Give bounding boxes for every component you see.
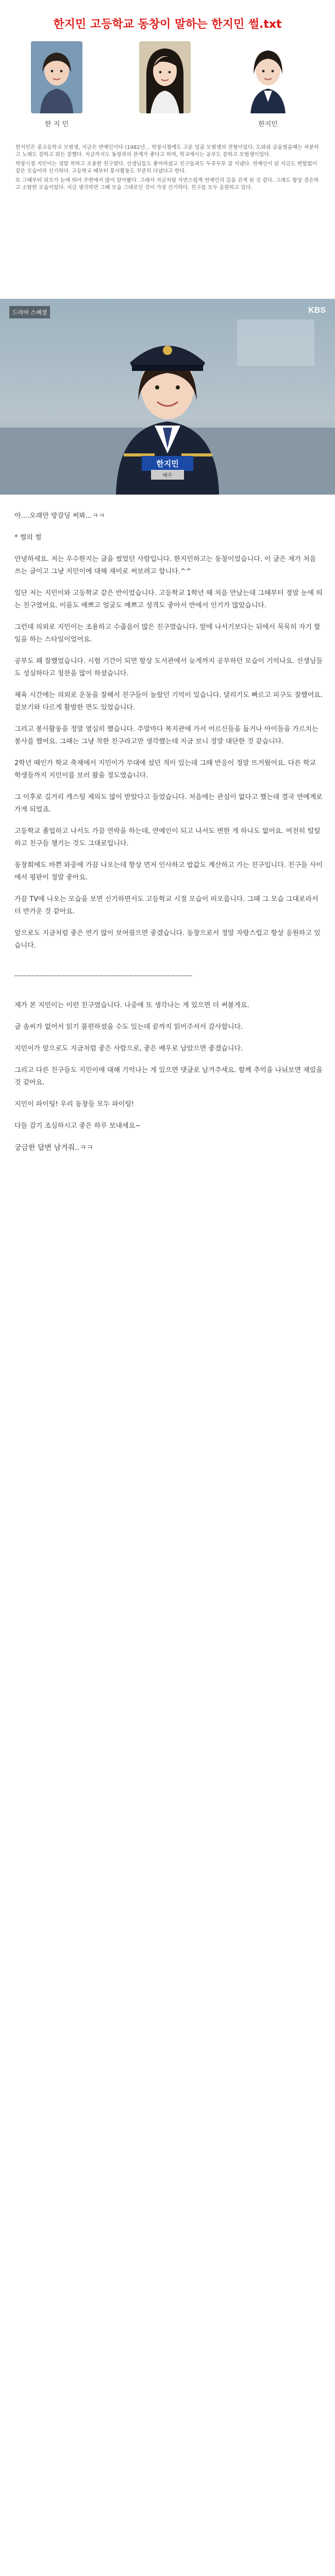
post-body	[14, 510, 324, 1163]
intro-paragraph: 학창시절 지민이는 정말 착하고 조용한 친구였다. 선생님들도 좋아하셨고 친구들과도 두루두루 잘 지냈다. 연예인이 된 지금도 변함없이 같은 모습이라 신기하다. 고등학교 때부터 봉사활동도 꾸준히 다녔다고 한다.	[15, 161, 317, 174]
post-paragraph: 그 이후로 길거리 캐스팅 제의도 많이 받았다고 들었습니다. 처음에는 관심이 없다고 했는데 결국 연예계로 가게 되었죠.	[14, 793, 323, 814]
post-paragraph: 체육 시간에는 의외로 운동을 잘해서 친구들이 놀랐던 기억이 있습니다. 달리기도 빠르고 피구도 잘했어요. 겉보기와 다르게 활발한 면도 있었습니다.	[14, 691, 323, 711]
post-paragraph: 안녕하세요. 저는 우수한지는 글을 썼었던 사람입니다. 한지민하고는 동창이었습니다. 이 글은 제가 처음 쓰는 글이고 그냥 지민이에 대해 재미로 써보려고 합니다.^^	[14, 555, 316, 575]
post-title: 한지민 고등학교 동창이 말하는 한지민 썰.txt	[53, 18, 282, 31]
tv-screenshot	[0, 299, 335, 495]
tv-channel-label: 드라마 스페셜	[9, 306, 50, 318]
intro-text	[15, 144, 320, 194]
post-paragraph: 지민이 파이팅! 우리 동창들 모두 파이팅!	[14, 1100, 135, 1108]
tv-logo: KBS	[308, 306, 326, 315]
photo-caption: 한지민	[258, 121, 278, 128]
post-paragraph: 고등학교 졸업하고 나서도 가끔 연락을 하는데, 연예인이 되고 나서도 변한 게 하나도 없어요. 여전히 털털하고 친구들 챙기는 것도 그대로입니다.	[14, 827, 321, 848]
post-paragraph: 지민이가 앞으로도 지금처럼 좋은 사람으로, 좋은 배우로 남았으면 좋겠습니다.	[14, 1045, 243, 1053]
post-paragraph: 그리고 봉사활동을 정말 열심히 했습니다. 주말마다 복지관에 가서 어르신들을 돕거나 아이들을 가르치는 봉사를 했어요. 그때는 그냥 착한 친구라고만 생각했는데 지금 보니 정말 대단한 것 같습니다.	[14, 725, 319, 745]
post-paragraph: 앞으로도 지금처럼 좋은 연기 많이 보여줬으면 좋겠습니다. 동창으로서 정말 자랑스럽고 항상 응원하고 있습니다.	[14, 929, 321, 950]
yearbook-photo	[242, 41, 294, 113]
post-section-head: * 썰의 썰	[14, 534, 42, 541]
tv-name-caption: 한지민	[142, 456, 193, 471]
post-paragraph: 가끔 TV에 나오는 모습을 보면 신기하면서도 고등학교 시절 모습이 떠오릅니다. 그때 그 모습 그대로라서 더 반가운 것 같아요.	[14, 895, 319, 916]
intro-paragraph: 또 그때부터 외모가 눈에 띄어 주변에서 많이 알아봤다. 그래서 지금처럼 자연스럽게 연예인의 길을 걷게 된 것 같다. 그래도 항상 겸손하고 소탈한 모습이었다. 지금 생각하면 그때 모습 그대로인 것이 가장 신기하다. 친구들 모두 응원하고 있다.	[15, 178, 319, 191]
post-paragraph: 다들 감기 조심하시고 좋은 하루 보내세요~	[14, 1122, 141, 1130]
yearbook-photo	[139, 41, 191, 113]
post-greeting: 아....오래만 방갈딩 써봐...ㅋㅋ	[14, 512, 105, 520]
post-paragraph: 그리고 다른 친구들도 지민이에 대해 기억나는 게 있으면 댓글로 남겨주세요. 함께 추억을 나눠보면 재밌을 것 같아요.	[14, 1066, 323, 1087]
post-closing: 궁금한 답변 남겨줘..ㅋㅋ	[14, 1144, 94, 1152]
post-paragraph: 제가 본 지민이는 이런 친구였습니다. 나중에 또 생각나는 게 있으면 더 써볼게요.	[14, 1002, 249, 1009]
section-divider: ──────────────────────────────────────────	[14, 972, 193, 979]
yearbook-photo-row	[0, 41, 335, 139]
intro-paragraph: 한지민은 중고등학교 모범생, 지금은 연예인이다 (1982년... 학창시절에도 고운 얼굴 모범생의 전형이었다. 도와줘 글을썼을때는 차분하고 노래도 잘하고 뭐든 잘했다. 지금까지도 동창과의 관계가 좋다고 하며, 학교에서는 공부도 잘하고 모범생이었다.	[15, 145, 319, 158]
photo-caption: 한 지 민	[45, 121, 69, 128]
post-paragraph: 글 솜씨가 없어서 읽기 불편하셨을 수도 있는데 끝까지 읽어주셔서 감사합니다.	[14, 1023, 243, 1031]
post-paragraph: 공부도 꽤 잘했었습니다. 시험 기간이 되면 항상 도서관에서 늦게까지 공부하던 모습이 기억나요. 선생님들도 성실하다고 칭찬을 많이 하셨습니다.	[14, 657, 323, 677]
post-paragraph: 일단 저는 지민이와 고등학교 같은 반이었습니다. 고등학교 1학년 때 처음 만났는데 그때부터 정말 눈에 띄는 친구였어요. 이름도 예쁘고 얼굴도 예쁘고 성격도 좋아서 반에서 인기가 많았습니다.	[14, 589, 323, 609]
post-paragraph: 동창회에도 바쁜 와중에 가끔 나오는데 항상 먼저 인사하고 밥값도 계산하고 가는 친구입니다. 친구들 사이에서 평판이 정말 좋아요.	[14, 861, 323, 882]
post-paragraph: 2학년 때인가 학교 축제에서 지민이가 무대에 섰던 적이 있는데 그때 반응이 정말 뜨거웠어요. 다른 학교 학생들까지 지민이를 보러 왔을 정도였습니다.	[14, 759, 316, 779]
post-paragraph: 그런데 의외로 지민이는 조용하고 수줍음이 많은 친구였습니다. 앞에 나서기보다는 뒤에서 묵묵히 자기 할 일을 하는 스타일이었어요.	[14, 623, 321, 643]
tv-role-caption: 배우	[151, 470, 184, 480]
yearbook-photo	[31, 41, 82, 113]
